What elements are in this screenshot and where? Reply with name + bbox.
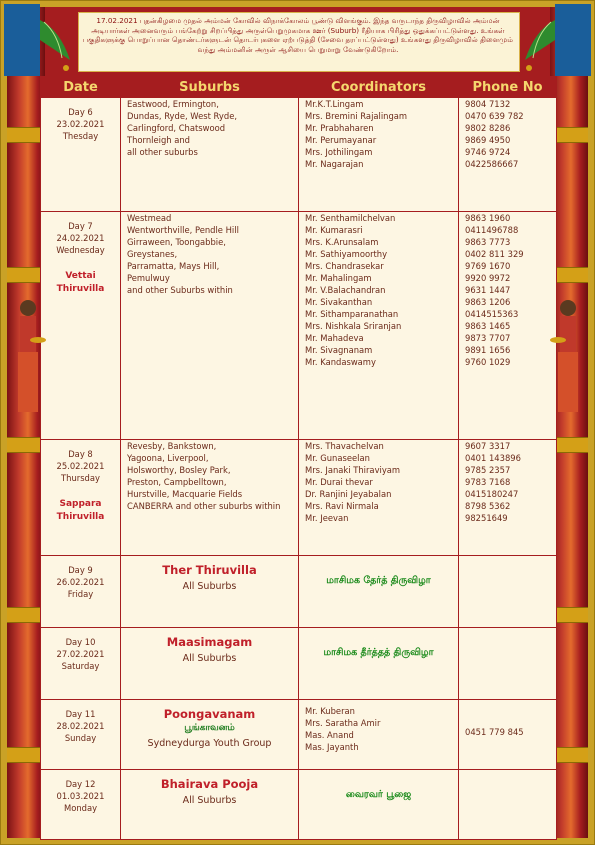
date-cell bbox=[41, 212, 121, 440]
day-block bbox=[47, 708, 114, 744]
phone-number: 0401 143896 bbox=[465, 453, 521, 463]
coordinators-cell bbox=[299, 556, 459, 628]
coordinator-name: Mr. Mahalingam bbox=[305, 273, 372, 283]
schedule-table bbox=[40, 76, 557, 840]
phone-number: 9863 1465 bbox=[465, 321, 511, 331]
table-row bbox=[41, 212, 557, 440]
coordinator-name: Mrs. K.Arunsalam bbox=[305, 237, 379, 247]
day-day: Day 10 bbox=[65, 637, 96, 647]
coordinator-name: Mrs. Saratha Amir bbox=[305, 718, 381, 728]
suburb-line: Carlingford, Chatswood bbox=[127, 123, 226, 133]
phone-number: 9746 9724 bbox=[465, 147, 511, 157]
coordinators-cell bbox=[299, 212, 459, 440]
tamil-event-name: மாசிமக தேர்த் திருவிழா bbox=[326, 575, 431, 586]
phone-number: 9769 1670 bbox=[465, 261, 511, 271]
day-date: 28.02.2021 bbox=[56, 721, 105, 731]
suburb-line: Parramatta, Mays Hill, bbox=[127, 261, 220, 271]
day-date: 26.02.2021 bbox=[56, 577, 105, 587]
event-title: Ther Thiruvilla bbox=[162, 563, 257, 577]
day-weekday: Monday bbox=[63, 803, 98, 813]
event-subtitle: Sydneydurga Youth Group bbox=[147, 738, 272, 749]
event-title: Poongavanam bbox=[163, 707, 256, 721]
date-cell bbox=[41, 98, 121, 212]
suburb-line: Preston, Campbelltown, bbox=[127, 477, 227, 487]
event-title-tamil: பூங்காவனம் bbox=[184, 723, 235, 733]
suburb-line: all other suburbs bbox=[127, 147, 198, 157]
phone-cell bbox=[459, 770, 557, 840]
phone-cell bbox=[459, 556, 557, 628]
suburb-line: Wentworthville, Pendle Hill bbox=[127, 225, 239, 235]
phone-number: 98251649 bbox=[465, 513, 508, 523]
intro-text: 17.02.2021 புதன்கிழமை முதல் அம்மன் கோவில் விநாக்கோலம் பூண்டு விளங்கும். இந்த வருடாந்த திருவிழாவில் அம்மன் அடியார்கள் அனைவரும் பங்கேற்று சிறப்பித்து அருள்பெறுமுகமாக ஊர் (Suburb) ரீதியாக பிரித்து ஒதுக்கப்பட்டுள்ளது. உங்கள் பகுதிகளுக்கு பொறுப்பான தொண்டர்களுடன் தொடர்புகளை ஏற்படுத்தி (சேவை தரப்பட்டுள்ளது) உங்களது திருவிழாவில் திளைமும் வந்து அம்மனின் அருள் ஆசியை பெறுமாறு வேண்டுகிறோம். bbox=[82, 16, 514, 54]
event-subtitle: All Suburbs bbox=[182, 795, 237, 806]
mango-leaf-ornament-icon bbox=[513, 0, 595, 80]
coordinator-name: Mr. Kumarasri bbox=[305, 225, 363, 235]
coordinator-name: Mr. Prabhaharen bbox=[305, 123, 374, 133]
day-weekday: Thesday bbox=[62, 131, 99, 141]
coordinator-name: Mr. Gunaseelan bbox=[305, 453, 370, 463]
coordinator-name: Mr. Mahadeva bbox=[305, 333, 364, 343]
coordinator-name: Mr. Sithamparanathan bbox=[305, 309, 399, 319]
table-row bbox=[41, 628, 557, 700]
phone-cell bbox=[459, 628, 557, 700]
phone-number: 0422586667 bbox=[465, 159, 519, 169]
coordinator-name: Mr. Sivagnanam bbox=[305, 345, 373, 355]
mango-leaf-ornament-icon bbox=[0, 0, 82, 80]
day-weekday: Saturday bbox=[61, 661, 100, 671]
suburb-line: Holsworthy, Bosley Park, bbox=[127, 465, 231, 475]
header-date: Date bbox=[41, 77, 121, 98]
day-date: 25.02.2021 bbox=[56, 461, 105, 471]
event-cell bbox=[121, 628, 299, 700]
phone-number: 9863 1960 bbox=[465, 213, 511, 223]
phone-cell bbox=[459, 440, 557, 556]
day-day: Day 8 bbox=[68, 449, 93, 459]
suburb-line: and other Suburbs within bbox=[127, 285, 233, 295]
day-block bbox=[47, 220, 114, 256]
festival-name: Vettai Thiruvilla bbox=[56, 271, 105, 294]
coordinators-cell bbox=[299, 770, 459, 840]
phone-number: 0415180247 bbox=[465, 489, 519, 499]
suburb-line: Westmead bbox=[127, 213, 172, 223]
coordinator-name: Mr. Sivakanthan bbox=[305, 297, 373, 307]
suburb-line: Eastwood, Ermington, bbox=[127, 99, 219, 109]
coordinator-name: Mr.K.T.Lingam bbox=[305, 99, 364, 109]
day-date: 24.02.2021 bbox=[56, 233, 105, 243]
day-block bbox=[47, 636, 114, 672]
suburb-line: Pemulwuy bbox=[127, 273, 170, 283]
phone-number: 0402 811 329 bbox=[465, 249, 524, 259]
coordinator-name: Mr. Perumayanar bbox=[305, 135, 377, 145]
phone-number: 9863 1206 bbox=[465, 297, 511, 307]
coordinator-name: Mrs. Jothilingam bbox=[305, 147, 373, 157]
phone-number: 8798 5362 bbox=[465, 501, 511, 511]
suburb-line: Greystanes, bbox=[127, 249, 178, 259]
phone-cell bbox=[459, 98, 557, 212]
phone-cell bbox=[459, 700, 557, 770]
day-day: Day 6 bbox=[68, 107, 93, 117]
day-block bbox=[47, 106, 114, 142]
coordinators-cell bbox=[299, 440, 459, 556]
suburbs-cell bbox=[121, 98, 299, 212]
coordinator-name: Mrs. Thavachelvan bbox=[305, 441, 384, 451]
coordinator-name: Mrs. Nishkala Sriranjan bbox=[305, 321, 402, 331]
phone-number: 9863 7773 bbox=[465, 237, 511, 247]
day-day: Day 12 bbox=[65, 779, 96, 789]
suburb-line: Revesby, Bankstown, bbox=[127, 441, 217, 451]
suburb-line: Yagoona, Liverpool, bbox=[127, 453, 209, 463]
day-day: Day 11 bbox=[65, 709, 96, 719]
coordinator-name: Mas. Jayanth bbox=[305, 742, 359, 752]
header-phone: Phone No bbox=[459, 77, 557, 98]
coordinator-name: Mr. Sathiyamoorthy bbox=[305, 249, 388, 259]
day-date: 27.02.2021 bbox=[56, 649, 105, 659]
day-weekday: Friday bbox=[67, 589, 94, 599]
phone-number: 9760 1029 bbox=[465, 357, 511, 367]
lamp-bearer-figure-icon bbox=[8, 296, 48, 426]
tamil-event-name: மாசிமக தீர்த்தத் திருவிழா bbox=[323, 647, 434, 658]
coordinator-name: Mr. Senthamilchelvan bbox=[305, 213, 396, 223]
day-block bbox=[47, 448, 114, 484]
day-block bbox=[47, 778, 114, 814]
tamil-event-name: வைரவர் பூஜை bbox=[345, 789, 412, 800]
coordinator-name: Dr. Ranjini Jeyabalan bbox=[305, 489, 392, 499]
coordinator-name: Mr. V.Balachandran bbox=[305, 285, 386, 295]
suburbs-cell bbox=[121, 440, 299, 556]
table-row bbox=[41, 770, 557, 840]
table-header-row bbox=[41, 77, 557, 98]
suburb-line: Dundas, Ryde, West Ryde, bbox=[127, 111, 238, 121]
coordinator-name: Mr. Kandaswamy bbox=[305, 357, 376, 367]
event-subtitle: All Suburbs bbox=[182, 581, 237, 592]
phone-cell bbox=[459, 212, 557, 440]
suburbs-cell bbox=[121, 212, 299, 440]
coordinator-name: Mr. Nagarajan bbox=[305, 159, 364, 169]
date-cell bbox=[41, 628, 121, 700]
date-cell bbox=[41, 770, 121, 840]
day-weekday: Wednesday bbox=[56, 245, 105, 255]
coordinator-name: Mrs. Ravi Nirmala bbox=[305, 501, 379, 511]
header-coordinators: Coordinators bbox=[299, 77, 459, 98]
phone-number: 9783 7168 bbox=[465, 477, 511, 487]
suburb-line: Thornleigh and bbox=[127, 135, 191, 145]
suburb-line: Hurstville, Macquarie Fields bbox=[127, 489, 243, 499]
phone-number: 9891 1656 bbox=[465, 345, 511, 355]
event-title: Maasimagam bbox=[166, 635, 253, 649]
table-row bbox=[41, 440, 557, 556]
day-weekday: Sunday bbox=[64, 733, 97, 743]
coordinator-name: Mrs. Chandrasekar bbox=[305, 261, 384, 271]
phone-number: 9785 2357 bbox=[465, 465, 511, 475]
phone-number: 9631 1447 bbox=[465, 285, 511, 295]
phone-number: 0451 779 845 bbox=[465, 727, 524, 737]
phone-number: 0470 639 782 bbox=[465, 111, 524, 121]
suburb-line: CANBERRA and other suburbs within bbox=[127, 501, 281, 511]
phone-number: 0411496788 bbox=[465, 225, 519, 235]
header-suburbs: Suburbs bbox=[121, 77, 299, 98]
suburb-line: Girraween, Toongabbie, bbox=[127, 237, 226, 247]
phone-number: 9920 9972 bbox=[465, 273, 511, 283]
coordinators-cell bbox=[299, 628, 459, 700]
table-row bbox=[41, 98, 557, 212]
coordinators-cell bbox=[299, 700, 459, 770]
festival-name: Sappara Thiruvilla bbox=[56, 499, 105, 522]
date-cell bbox=[41, 556, 121, 628]
event-subtitle: All Suburbs bbox=[182, 653, 237, 664]
table-row bbox=[41, 700, 557, 770]
coordinator-name: Mrs. Janaki Thiraviyam bbox=[305, 465, 401, 475]
event-cell bbox=[121, 700, 299, 770]
phone-number: 9873 7707 bbox=[465, 333, 511, 343]
coordinator-name: Mr. Durai thevar bbox=[305, 477, 373, 487]
coordinators-cell bbox=[299, 98, 459, 212]
phone-number: 9804 7132 bbox=[465, 99, 511, 109]
date-cell bbox=[41, 700, 121, 770]
day-block bbox=[47, 564, 114, 600]
coordinator-name: Mr. Kuberan bbox=[305, 706, 355, 716]
day-day: Day 7 bbox=[68, 221, 93, 231]
phone-number: 9607 3317 bbox=[465, 441, 511, 451]
coordinator-name: Mrs. Bremini Rajalingam bbox=[305, 111, 408, 121]
date-cell bbox=[41, 440, 121, 556]
day-day: Day 9 bbox=[68, 565, 93, 575]
coordinator-name: Mr. Jeevan bbox=[305, 513, 349, 523]
lamp-bearer-figure-icon bbox=[548, 296, 588, 426]
phone-number: 9869 4950 bbox=[465, 135, 511, 145]
day-date: 01.03.2021 bbox=[56, 791, 105, 801]
event-cell bbox=[121, 556, 299, 628]
table-row bbox=[41, 556, 557, 628]
event-title: Bhairava Pooja bbox=[160, 777, 259, 791]
event-cell bbox=[121, 770, 299, 840]
coordinator-name: Mas. Anand bbox=[305, 730, 354, 740]
phone-number: 0414515363 bbox=[465, 309, 519, 319]
day-weekday: Thursday bbox=[61, 473, 100, 483]
day-date: 23.02.2021 bbox=[56, 119, 105, 129]
phone-number: 9802 8286 bbox=[465, 123, 511, 133]
